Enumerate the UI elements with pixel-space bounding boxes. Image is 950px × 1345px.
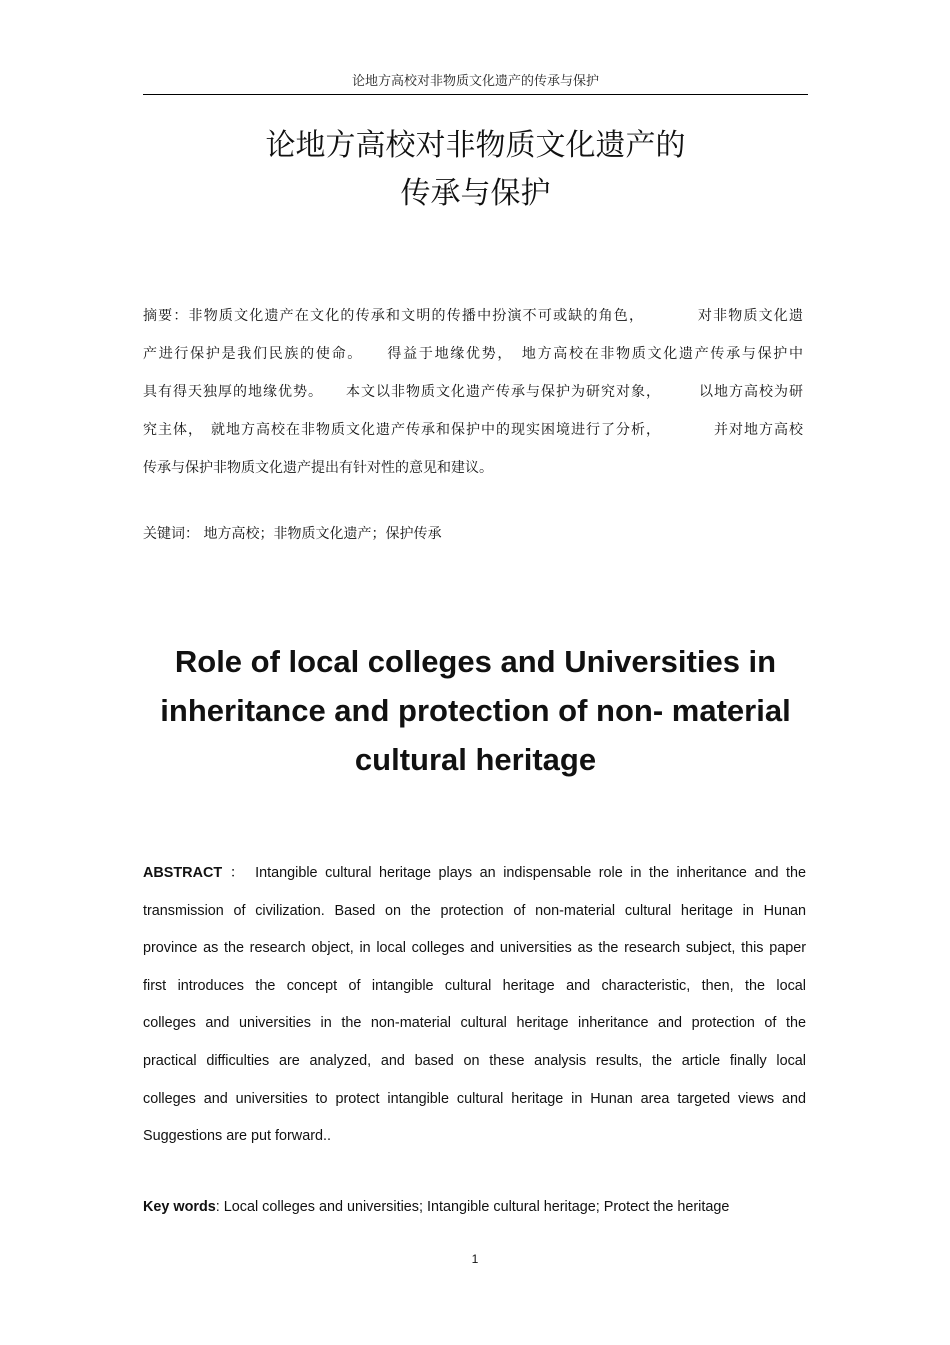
- abstract-first-line-text: Intangible cultural heritage plays an indispensable role in the inheritance and the: [255, 865, 806, 881]
- english-abstract-line: first introduces the concept of intangible cultural heritage and characteristic, then, the local: [143, 977, 806, 994]
- chinese-keywords-value: 地方高校；非物质文化遗产；保护传承: [203, 526, 442, 542]
- english-abstract-line: colleges and universities to protect intangible cultural heritage in Hunan area targeted views and: [143, 1090, 806, 1107]
- chinese-keywords-label: 关键词：: [143, 526, 199, 542]
- chinese-abstract: [143, 297, 803, 487]
- english-keywords-label: Key words: [143, 1199, 216, 1215]
- english-keywords: [143, 1199, 729, 1215]
- chinese-abstract-line: 产进行保护是我们民族的使命。 得益于地缘优势， 地方高校在非物质文化遗产传承与保护中: [143, 346, 803, 362]
- chinese-title: [143, 122, 808, 218]
- abstract-separator: ：: [229, 865, 248, 881]
- english-keywords-value: : Local colleges and universities; Intangible cultural heritage; Protect the heritage: [215, 1199, 730, 1215]
- english-title-line-1: Role of local colleges and Universities in: [174, 644, 777, 679]
- header-rule: [143, 94, 808, 95]
- english-title: [143, 637, 808, 784]
- english-title-line-3: cultural heritage: [354, 742, 597, 777]
- chinese-abstract-line: 摘要：非物质文化遗产在文化的传承和文明的传播中扮演不可或缺的角色， 对非物质文化遗: [143, 308, 803, 324]
- english-title-line-2: inheritance and protection of non- material: [160, 693, 791, 728]
- abstract-label: ABSTRACT: [143, 865, 223, 881]
- english-abstract-line: colleges and universities in the non-material cultural heritage inheritance and protection of the: [143, 1015, 806, 1032]
- chinese-title-line-1: 论地方高校对非物质文化遗产的: [265, 128, 686, 163]
- english-abstract: [143, 855, 806, 1156]
- chinese-abstract-line: 究主体， 就地方高校在非物质文化遗产传承和保护中的现实困境进行了分析， 并对地方高校: [143, 422, 803, 438]
- english-abstract-first-line: [143, 855, 806, 893]
- running-header: 论地方高校对非物质文化遗产的传承与保护: [351, 74, 599, 89]
- chinese-abstract-line: 具有得天独厚的地缘优势。 本文以非物质文化遗产传承与保护为研究对象， 以地方高校为研: [143, 384, 803, 400]
- english-abstract-line: Suggestions are put forward..: [143, 1128, 331, 1145]
- english-abstract-line: practical difficulties are analyzed, and based on these analysis results, the article finally local: [143, 1052, 806, 1069]
- page-number: 1: [471, 1252, 479, 1266]
- english-abstract-line: province as the research object, in local colleges and universities as the research subject, this paper: [143, 940, 806, 957]
- english-abstract-line: transmission of civilization. Based on the protection of non-material cultural heritage in Hunan: [143, 902, 806, 919]
- chinese-abstract-line: 传承与保护非物质文化遗产提出有针对性的意见和建议。: [143, 460, 493, 476]
- chinese-keywords: [143, 523, 441, 543]
- chinese-title-line-2: 传承与保护: [400, 176, 551, 211]
